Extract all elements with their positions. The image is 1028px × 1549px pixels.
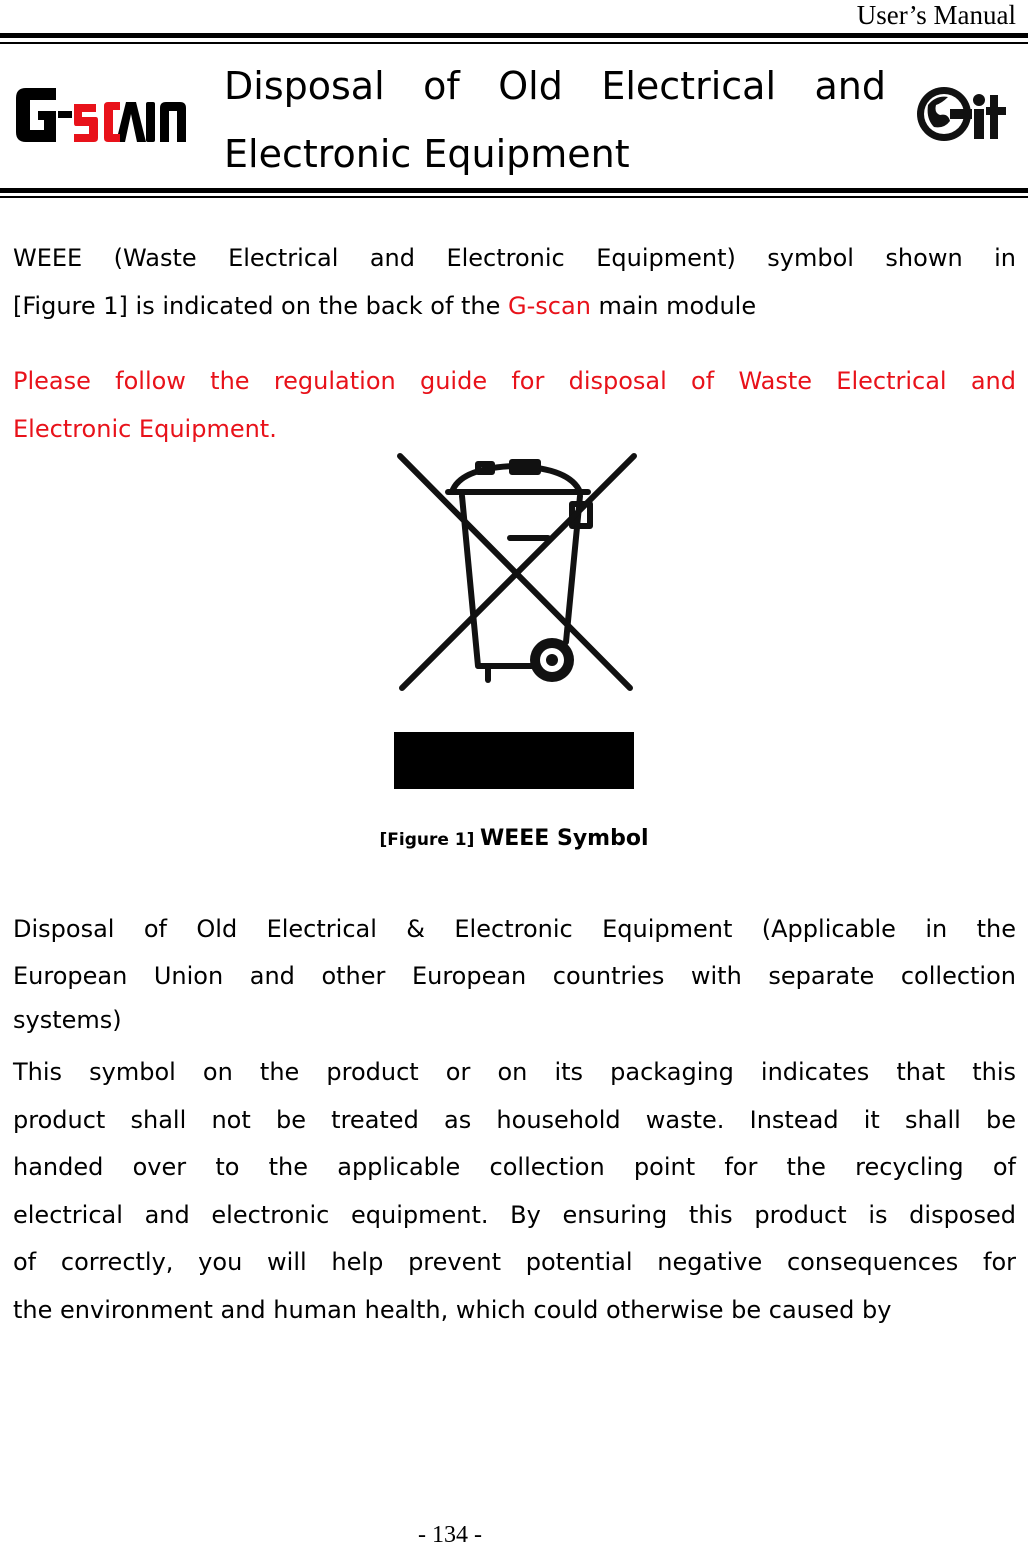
body-paragraph-1: [13, 906, 1016, 1040]
crossed-out-wheelie-bin-icon: [390, 446, 640, 792]
intro-text-end: main module: [590, 292, 757, 320]
body-p1-line-2: European Union and other European countries with separate collection: [13, 962, 1016, 990]
body-p1-line-3: systems): [13, 1006, 122, 1034]
figure-name: WEEE Symbol: [479, 826, 649, 851]
git-logo: [914, 83, 1010, 145]
page-title-line1: Disposal of Old Electrical and: [224, 64, 886, 108]
body-p2-line-3: handed over to the applicable collection point for the recycling of: [13, 1153, 1016, 1181]
body-p2-line-4: electrical and electronic equipment. By ensuring this product is disposed: [13, 1200, 1016, 1229]
header-rule-bottom: [0, 188, 1028, 193]
page-title-line2: Electronic Equipment: [224, 132, 630, 176]
header-rule-top-thin: [0, 42, 1028, 44]
figure-tag: [Figure 1]: [379, 830, 475, 850]
header-rule-top: [0, 33, 1028, 38]
body-p2-line-1: This symbol on the product or on its packaging indicates that this: [13, 1058, 1016, 1086]
body-p1-line-1: Disposal of Old Electrical & Electronic Equipment (Applicable in the: [13, 915, 1016, 943]
intro-line-2: [13, 282, 1016, 330]
notice-paragraph: [13, 357, 1016, 453]
figure-caption: [0, 826, 1028, 851]
notice-line-2: Electronic Equipment.: [13, 415, 277, 443]
notice-line-1: Please follow the regulation guide for disposal of Waste Electrical and: [13, 367, 1016, 395]
body-p2-line-6: the environment and human health, which could otherwise be caused by: [13, 1295, 892, 1324]
product-name: G-scan: [508, 292, 591, 320]
header-rule-bottom-thin: [0, 196, 1028, 198]
intro-text: [Figure 1] is indicated on the back of the: [13, 292, 509, 320]
intro-line-1: WEEE (Waste Electrical and Electronic Equipment) symbol shown in: [13, 244, 1016, 272]
intro-paragraph: [13, 234, 1016, 330]
gscan-logo: [12, 84, 202, 148]
body-p2-line-5: of correctly, you will help prevent potential negative consequences for: [13, 1248, 1016, 1276]
body-p2-line-2: product shall not be treated as household waste. Instead it shall be: [13, 1105, 1016, 1134]
body-paragraph-2: [13, 1049, 1016, 1334]
page-title: [224, 52, 886, 188]
page-number: - 134 -: [418, 1522, 482, 1548]
running-head: User’s Manual: [856, 0, 1016, 30]
